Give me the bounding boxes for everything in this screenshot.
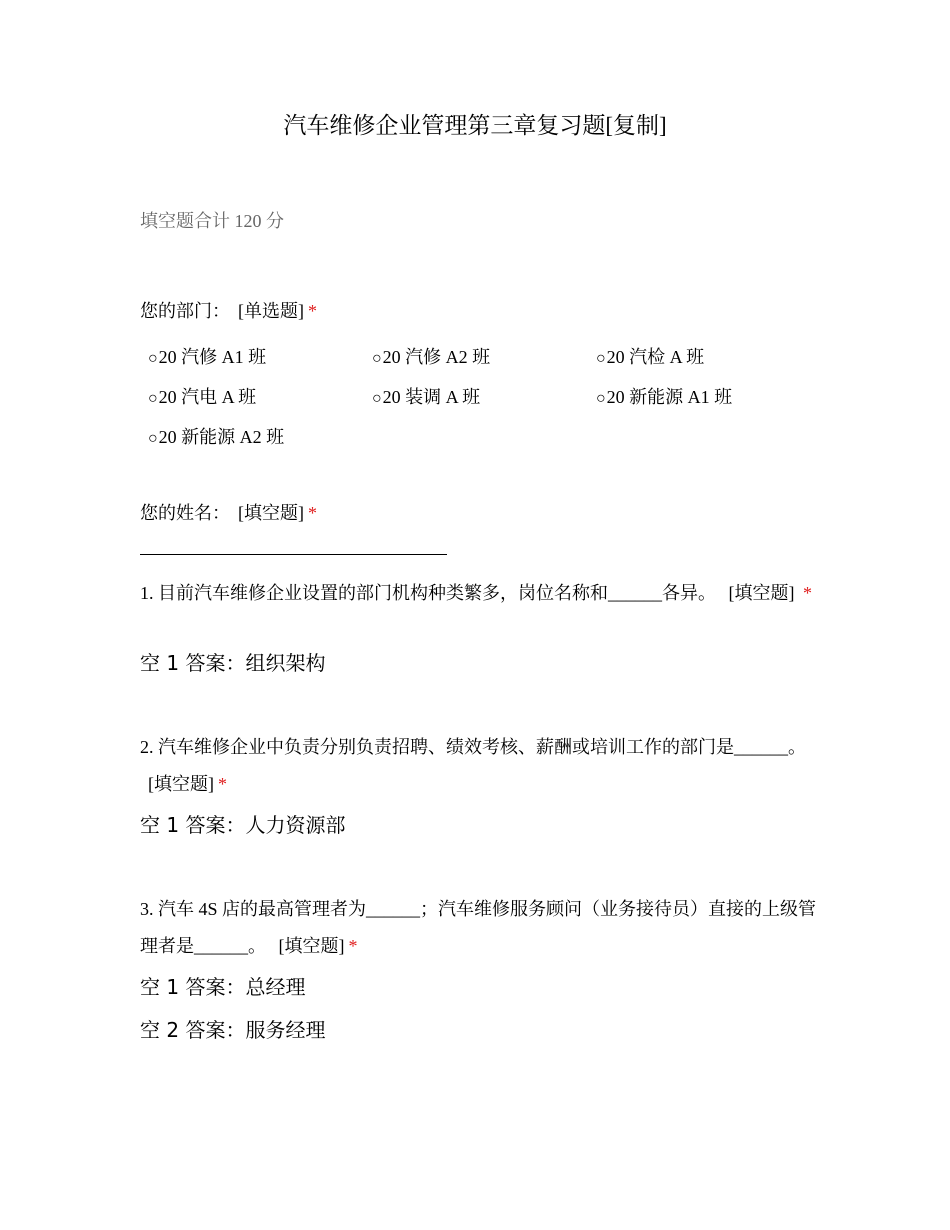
option-20-qijian-a[interactable]: ○20 汽检 A 班 <box>596 347 705 367</box>
name-label: 您的姓名： <box>140 503 230 523</box>
required-mark: * <box>803 583 812 603</box>
name-question <box>140 500 317 526</box>
radio-icon[interactable]: ○ <box>596 350 606 367</box>
radio-icon[interactable]: ○ <box>148 350 158 367</box>
answer-3-blank-2: 空 2 答案：服务经理 <box>140 1018 326 1042</box>
required-mark: * <box>218 774 227 794</box>
option-20-qidian-a[interactable]: ○20 汽电 A 班 <box>148 387 257 407</box>
radio-icon[interactable]: ○ <box>372 350 382 367</box>
name-input-line[interactable] <box>140 554 447 555</box>
page-title: 汽车维修企业管理第三章复习题[复制] <box>283 113 667 138</box>
option-20-xinnengyuan-a1[interactable]: ○20 新能源 A1 班 <box>596 387 733 407</box>
option-20-qixiu-a2[interactable]: ○20 汽修 A2 班 <box>372 347 491 367</box>
question-type: [填空题] <box>148 774 214 794</box>
answer-2-blank-1: 空 1 答案：人力资源部 <box>140 813 346 837</box>
radio-icon[interactable]: ○ <box>596 390 606 407</box>
radio-icon[interactable]: ○ <box>148 430 158 447</box>
option-20-xinnengyuan-a2[interactable]: ○20 新能源 A2 班 <box>148 427 285 447</box>
required-mark: * <box>308 503 317 523</box>
department-label: 您的部门： <box>140 301 230 321</box>
radio-icon[interactable]: ○ <box>148 390 158 407</box>
required-mark: * <box>348 936 358 956</box>
question-type: [填空题] <box>278 936 345 956</box>
question-text: 1. 目前汽车维修企业设置的部门机构种类繁多，岗位名称和______各异。 <box>140 583 716 603</box>
required-mark: * <box>308 301 317 321</box>
option-20-qixiu-a1[interactable]: ○20 汽修 A1 班 <box>148 347 267 367</box>
question-type: [填空题] <box>238 503 304 523</box>
question-2 <box>140 729 820 803</box>
department-question <box>140 298 317 324</box>
question-type: [填空题] <box>728 583 795 603</box>
question-3 <box>140 891 820 965</box>
question-text: 3. 汽车 4S 店的最高管理者为______；汽车维修服务顾问（业务接待员）直接的上级管理者是______。 <box>140 899 817 956</box>
radio-icon[interactable]: ○ <box>372 390 382 407</box>
question-type: [单选题] <box>238 301 304 321</box>
answer-3-blank-1: 空 1 答案：总经理 <box>140 975 306 999</box>
option-20-zhuangtiao-a[interactable]: ○20 装调 A 班 <box>372 387 481 407</box>
question-1 <box>140 575 820 612</box>
answer-1-blank-1: 空 1 答案：组织架构 <box>140 651 326 675</box>
question-text: 2. 汽车维修企业中负责分别负责招聘、绩效考核、薪酬或培训工作的部门是______。 <box>140 737 806 757</box>
score-summary: 填空题合计 120 分 <box>140 211 284 231</box>
